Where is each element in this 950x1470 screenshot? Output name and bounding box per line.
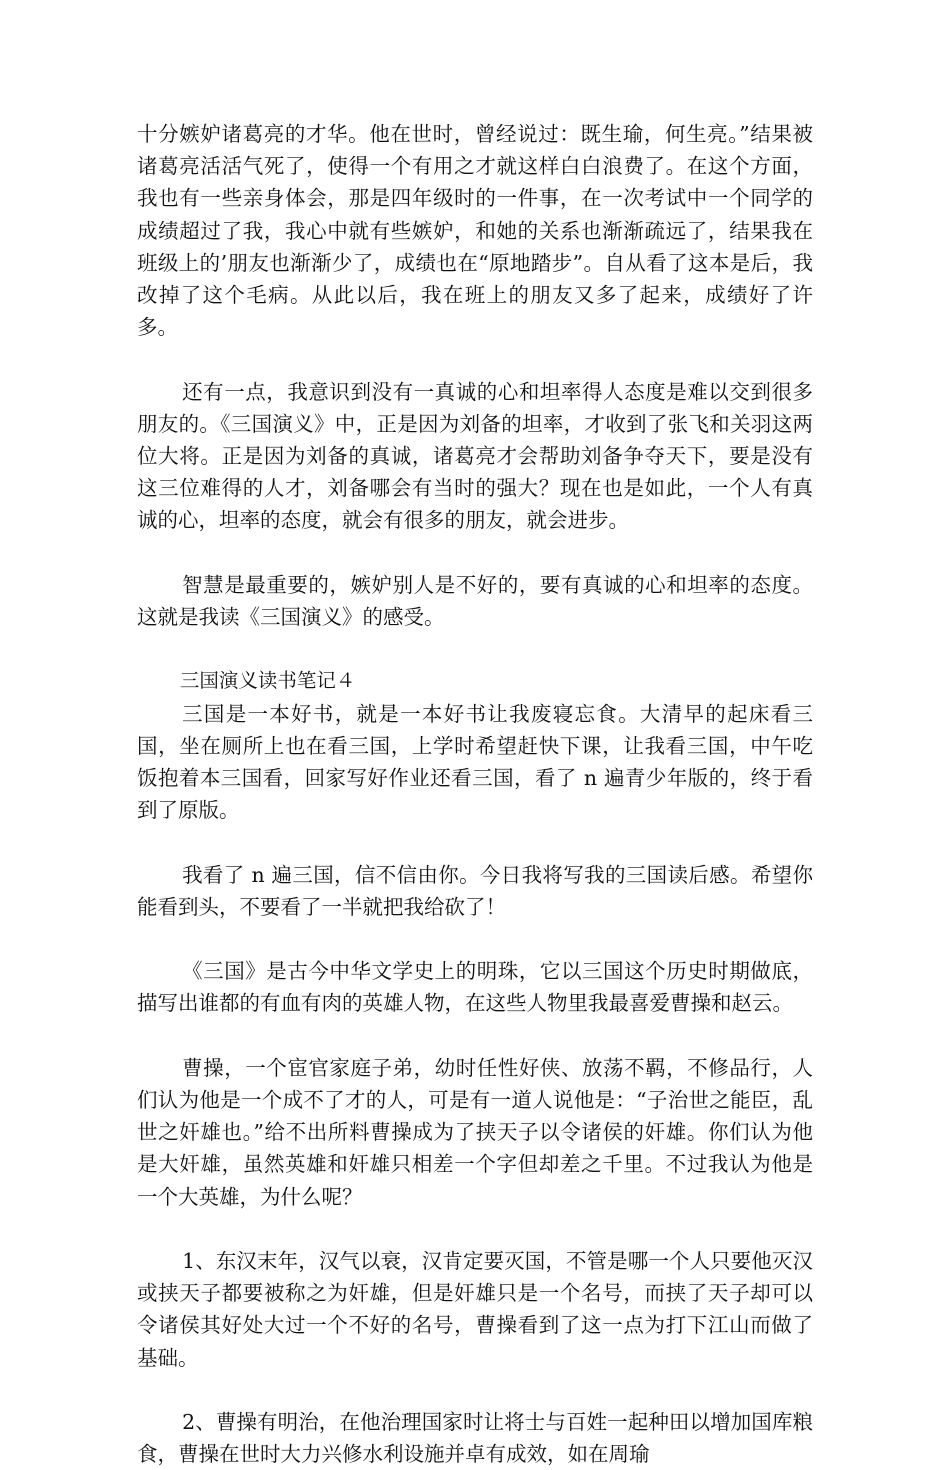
paragraph-6: 《三国》是古今中华文学史上的明珠，它以三国这个历史时期做底，描写出谁都的有血有肉的英雄人物，在这些人物里我最喜爱曹操和赵云。 <box>137 959 813 1016</box>
paragraph-2: 还有一点，我意识到没有一真诚的心和坦率得人态度是难以交到很多朋友的。《三国演义》中，正是因为刘备的坦率，才收到了张飞和关羽这两位大将。正是因为刘备的真诚，诸葛亮才会帮助刘备争夺天下，要是没有这三位难得的人才，刘备哪会有当时的强大？现在也是如此，一个人有真诚的心，坦率的态度，就会有很多的朋友，就会进步。 <box>137 379 813 533</box>
paragraph-gap <box>137 826 813 858</box>
paragraph-3: 智慧是最重要的，嫉妒别人是不好的，要有真诚的心和坦率的态度。这就是我读《三国演义》的感受。 <box>137 572 813 630</box>
paragraph-gap <box>137 1374 813 1406</box>
paragraph-1: 十分嫉妒诸葛亮的才华。他在世时，曾经说过：既生瑜，何生亮。”结果被诸葛亮活活气死了，使得一个有用之才就这样白白浪费了。在这个方面，我也有一些亲身体会，那是四年级时的一件事，在一次考试中一个同学的成绩超过了我，我心中就有些嫉妒，和她的关系也渐渐疏远了，结果我在班级上的’朋友也渐渐少了，成绩也在“原地踏步”。自从看了这本是后，我改掉了这个毛病。从此以后，我在班上的朋友又多了起来，成绩好了许多。 <box>137 122 813 340</box>
paragraph-gap <box>137 923 813 955</box>
paragraph-gap <box>137 343 813 375</box>
paragraph-gap <box>137 1020 813 1052</box>
document-body <box>137 118 813 1470</box>
paragraph-gap <box>137 633 813 665</box>
section-heading: 三国演义读书笔记４ <box>179 669 356 693</box>
paragraph-4: 三国是一本好书，就是一本好书让我废寝忘食。大清早的起床看三国，坐在厕所上也在看三国，上学时希望赶快下课，让我看三国，中午吃饭抱着本三国看，回家写好作业还看三国，看了 n 遍青少年版的，终于看到了原版。 <box>137 701 813 823</box>
paragraph-gap <box>137 1213 813 1245</box>
paragraph-5: 我看了 n 遍三国，信不信由你。今日我将写我的三国读后感。希望你能看到头，不要看了一半就把我给砍了！ <box>137 862 813 919</box>
paragraph-gap <box>137 537 813 569</box>
paragraph-7: 曹操，一个宦官家庭子弟，幼时任性好侠、放荡不羁，不修品行，人们认为他是一个成不了才的人，可是有一道人说他是：“子治世之能臣，乱世之奸雄也。”给不出所料曹操成为了挟天子以令诸侯的奸雄。你们认为他是大奸雄，虽然英雄和奸雄只相差一个字但却差之千里。不过我认为他是一个大英雄，为什么呢？ <box>137 1055 813 1209</box>
paragraph-9: 2、曹操有明治，在他治理国家时让将士与百姓一起种田以增加国库粮食，曹操在世时大力兴修水利设施并卓有成效，如在周瑜 <box>137 1410 813 1467</box>
paragraph-8: 1、东汉末年，汉气以衰，汉肯定要灭国，不管是哪一个人只要他灭汉或挟天子都要被称之为奸雄，但是奸雄只是一个名号，而挟了天子却可以令诸侯其好处大过一个不好的名号，曹操看到了这一点为打下江山而做了基础。 <box>137 1249 813 1370</box>
